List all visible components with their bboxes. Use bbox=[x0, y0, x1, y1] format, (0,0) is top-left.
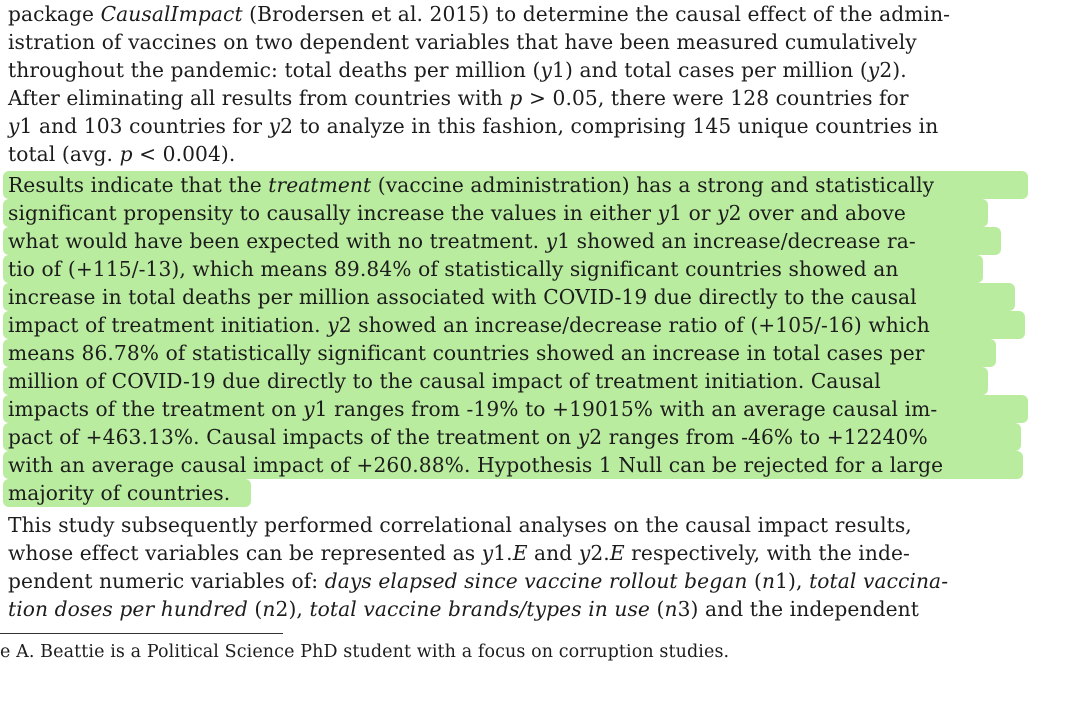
text-line: tion doses per hundred (n2), total vaccine brands/types in use (n3) and the independent bbox=[8, 597, 919, 621]
text-line: package CausalImpact (Brodersen et al. 2015) to determine the causal effect of the admin- bbox=[8, 2, 951, 26]
text-line: million of COVID-19 due directly to the causal impact of treatment initiation. Causal bbox=[8, 369, 881, 393]
text-line: This study subsequently performed correlational analyses on the causal impact results, bbox=[8, 513, 912, 537]
footnote-rule bbox=[0, 633, 283, 634]
text-line: y1 and 103 countries for y2 to analyze in this fashion, comprising 145 unique countries in bbox=[8, 114, 939, 138]
text-line: with an average causal impact of +260.88%. Hypothesis 1 Null can be rejected for a large bbox=[8, 453, 944, 477]
text-line: what would have been expected with no treatment. y1 showed an increase/decrease ra- bbox=[8, 229, 916, 253]
text-line: significant propensity to causally increase the values in either y1 or y2 over and above bbox=[8, 201, 906, 225]
footnote-text: e A. Beattie is a Political Science PhD student with a focus on corruption studies. bbox=[0, 642, 730, 662]
text-line: pendent numeric variables of: days elapsed since vaccine rollout began (n1), total vaccina- bbox=[8, 569, 949, 593]
text-line: throughout the pandemic: total deaths per million (y1) and total cases per million (y2). bbox=[8, 58, 907, 82]
text-line: impacts of the treatment on y1 ranges from -19% to +19015% with an average causal im- bbox=[8, 397, 938, 421]
text-line: total (avg. p < 0.004). bbox=[8, 142, 236, 166]
text-line: impact of treatment initiation. y2 showed an increase/decrease ratio of (+105/-16) which bbox=[8, 313, 930, 337]
text-line: means 86.78% of statistically significant countries showed an increase in total cases per bbox=[8, 341, 925, 365]
text-line: majority of countries. bbox=[8, 481, 231, 505]
text-line: Results indicate that the treatment (vaccine administration) has a strong and statistically bbox=[8, 173, 935, 197]
text-line: whose effect variables can be represented as y1.E and y2.E respectively, with the inde- bbox=[8, 541, 910, 565]
text-line: pact of +463.13%. Causal impacts of the treatment on y2 ranges from -46% to +12240% bbox=[8, 425, 928, 449]
text-line: increase in total deaths per million associated with COVID-19 due directly to the causal bbox=[8, 285, 917, 309]
text-line: istration of vaccines on two dependent variables that have been measured cumulatively bbox=[8, 30, 917, 54]
text-line: After eliminating all results from countries with p > 0.05, there were 128 countries for bbox=[8, 86, 909, 110]
text-line: tio of (+115/-13), which means 89.84% of statistically significant countries showed an bbox=[8, 257, 899, 281]
